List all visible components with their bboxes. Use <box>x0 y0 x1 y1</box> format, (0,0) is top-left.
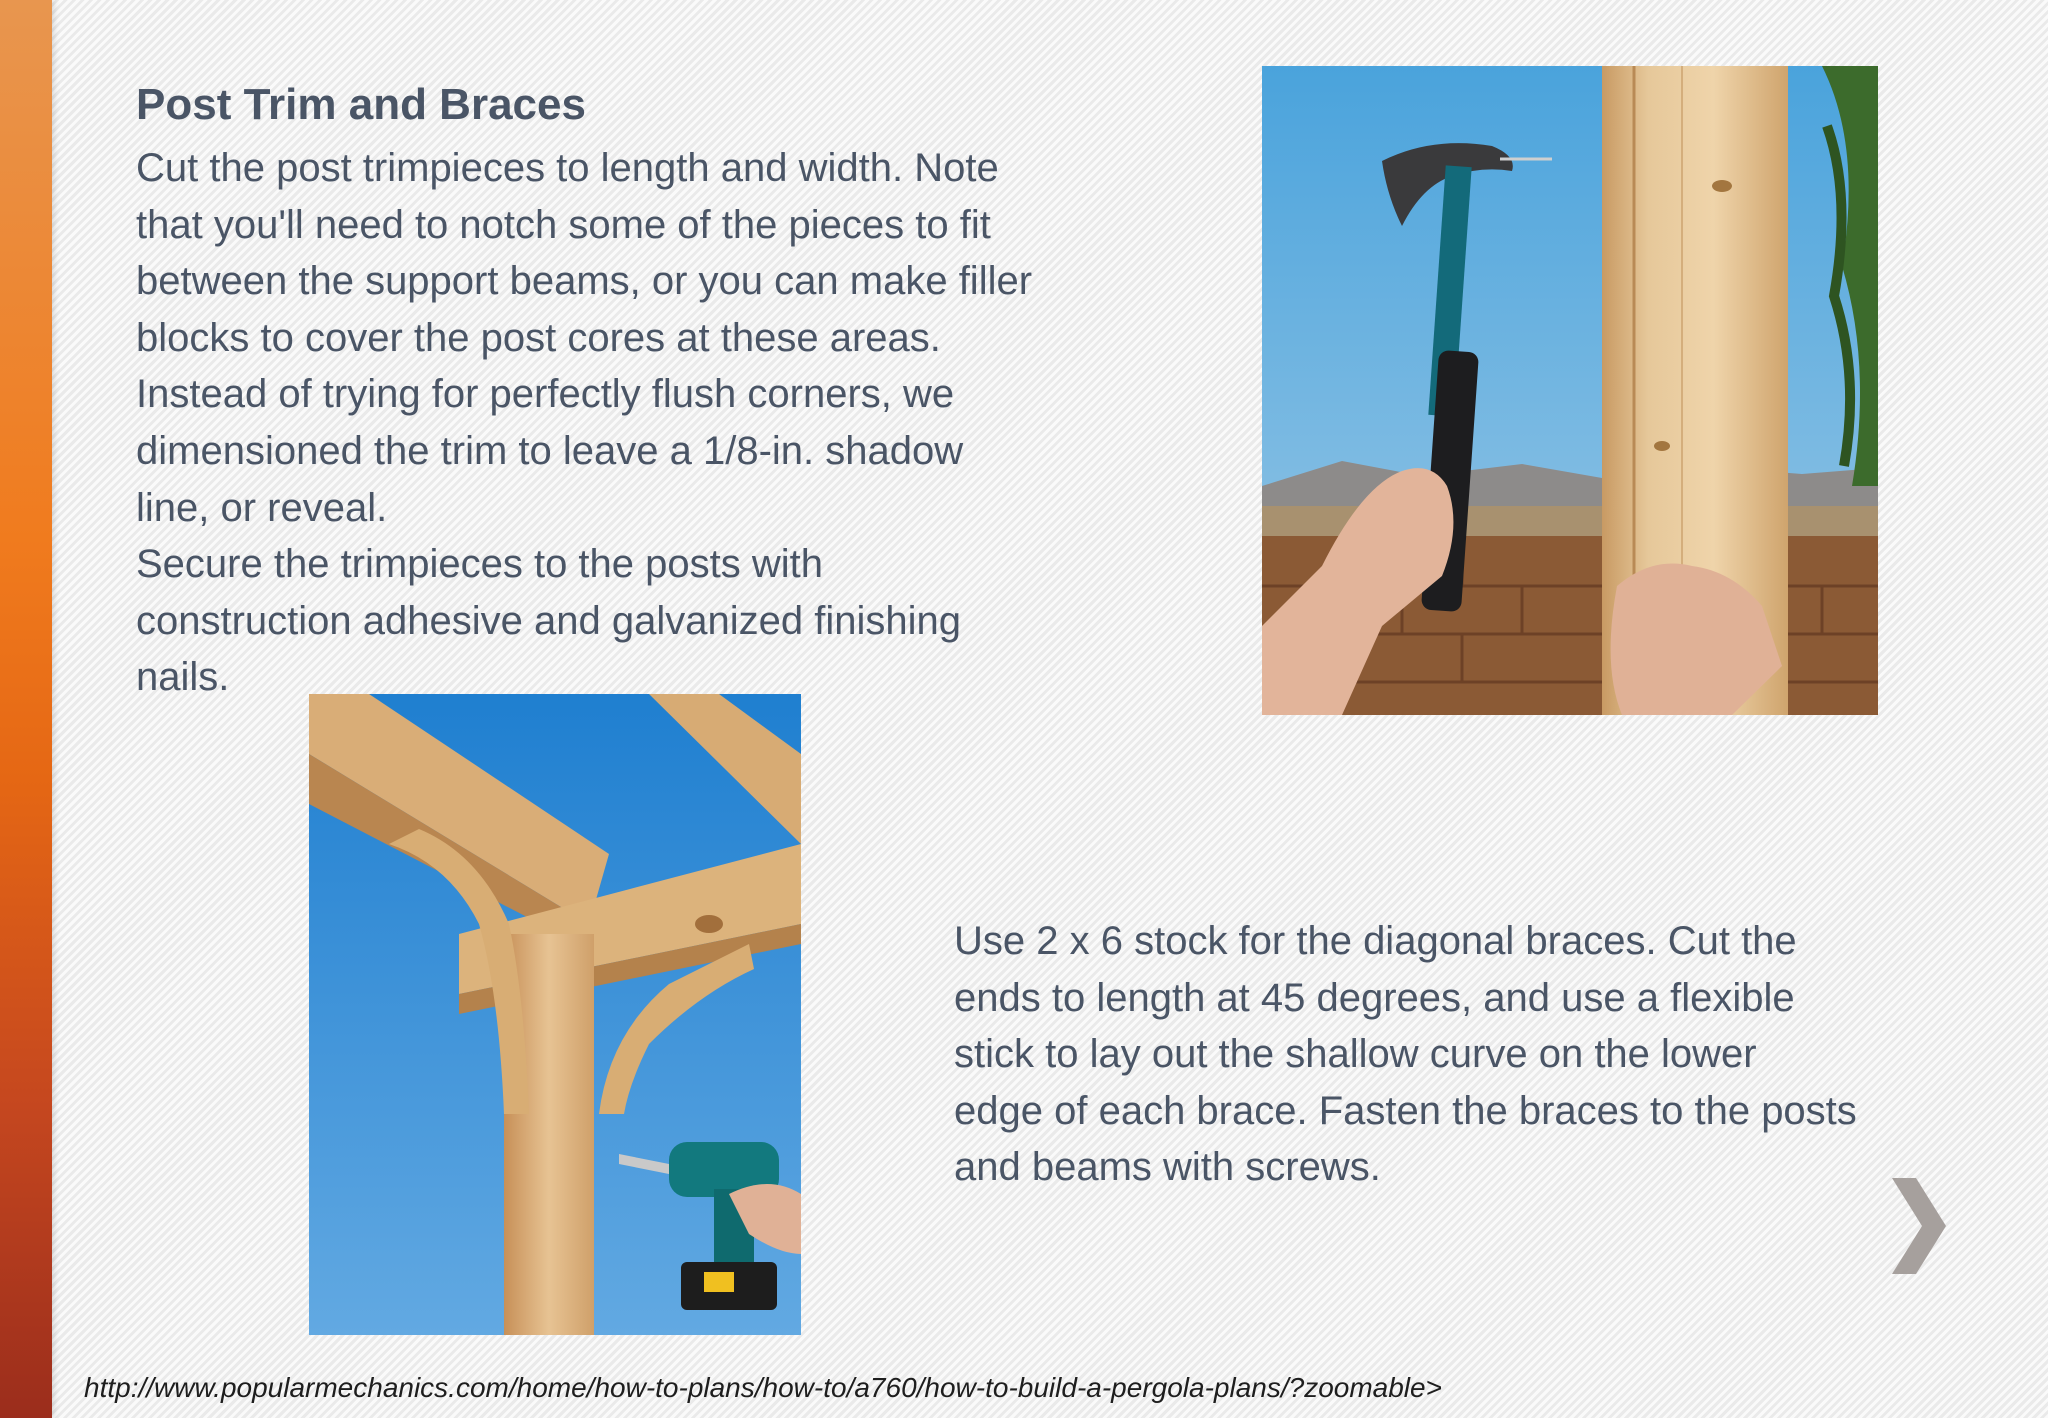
accent-side-bar <box>0 0 52 1418</box>
source-link[interactable]: http://www.popularmechanics.com/home/how-to-plans/how-to/a760/how-to-build-a-pergola-plans/?zoomable> <box>84 1372 1442 1403</box>
text-line: that you'll need to notch some of the pieces to fit <box>136 202 991 247</box>
slide-title: Post Trim and Braces <box>136 80 586 129</box>
text-line: blocks to cover the post cores at these areas. <box>136 315 941 360</box>
trim-instructions-text <box>136 140 1136 706</box>
text-line: nails. <box>136 655 230 700</box>
text-line: Instead of trying for perfectly flush corners, we <box>136 372 955 417</box>
text-line: Use 2 x 6 stock for the diagonal braces. Cut the <box>954 919 1797 963</box>
text-line: Cut the post trimpieces to length and width. Note <box>136 146 999 190</box>
text-line: edge of each brace. Fasten the braces to the posts <box>954 1088 1857 1133</box>
drill-bracing-photo <box>309 694 801 1335</box>
text-line: between the support beams, or you can make filler <box>136 259 1033 304</box>
text-line: stick to lay out the shallow curve on the lower <box>954 1032 1757 1077</box>
text-line: ends to length at 45 degrees, and use a flexible <box>954 975 1795 1020</box>
next-slide-button[interactable] <box>1888 1178 1948 1274</box>
brace-instructions-text <box>954 913 1954 1196</box>
hammer-nailing-trim-photo <box>1262 66 1878 715</box>
text-line: and beams with screws. <box>954 1145 1381 1190</box>
text-line: Secure the trimpieces to the posts with <box>136 542 823 587</box>
text-line: line, or reveal. <box>136 485 388 530</box>
text-line: dimensioned the trim to leave a 1/8-in. shadow <box>136 428 964 473</box>
text-line: construction adhesive and galvanized finishing <box>136 598 961 643</box>
chevron-right-icon <box>1888 1178 1948 1274</box>
